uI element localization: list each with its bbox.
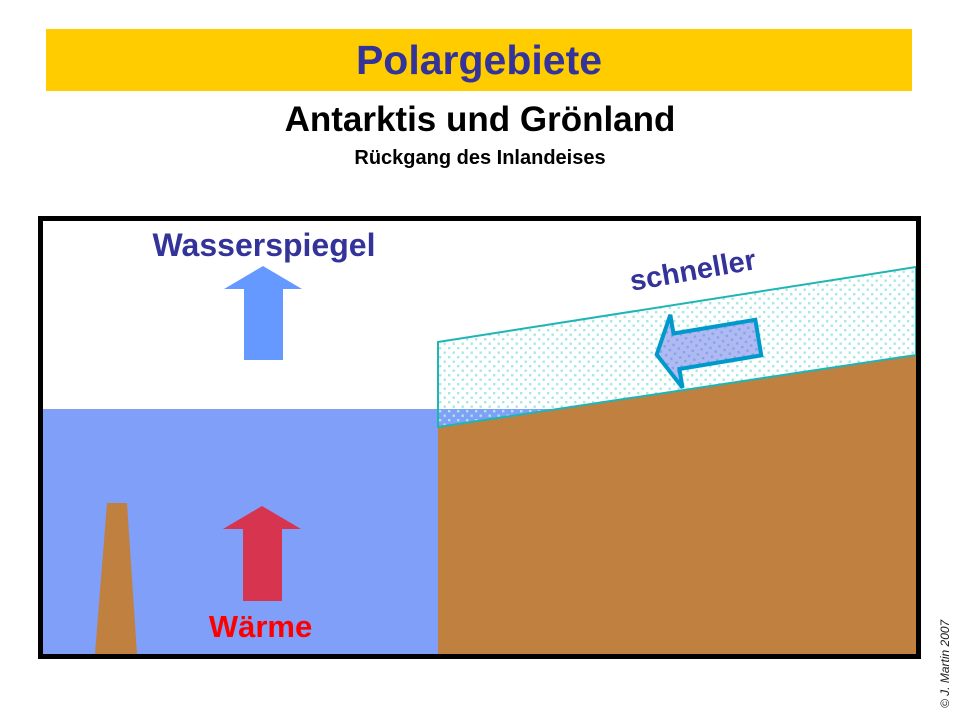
diagram-canvas [43, 221, 916, 654]
copyright-text: © J. Martin 2007 [938, 619, 952, 708]
faster-label: schneller [627, 244, 759, 298]
sea-level-up-arrow-icon [224, 266, 302, 360]
diagram-frame [38, 216, 921, 659]
subsubtitle: Rückgang des Inlandeises [354, 147, 606, 169]
water-level-label: Wasserspiegel [152, 227, 376, 263]
banner [46, 29, 912, 91]
page-title: Polargebiete [355, 36, 603, 83]
heat-label: Wärme [208, 609, 313, 644]
subtitle: Antarktis und Grönland [284, 100, 676, 139]
